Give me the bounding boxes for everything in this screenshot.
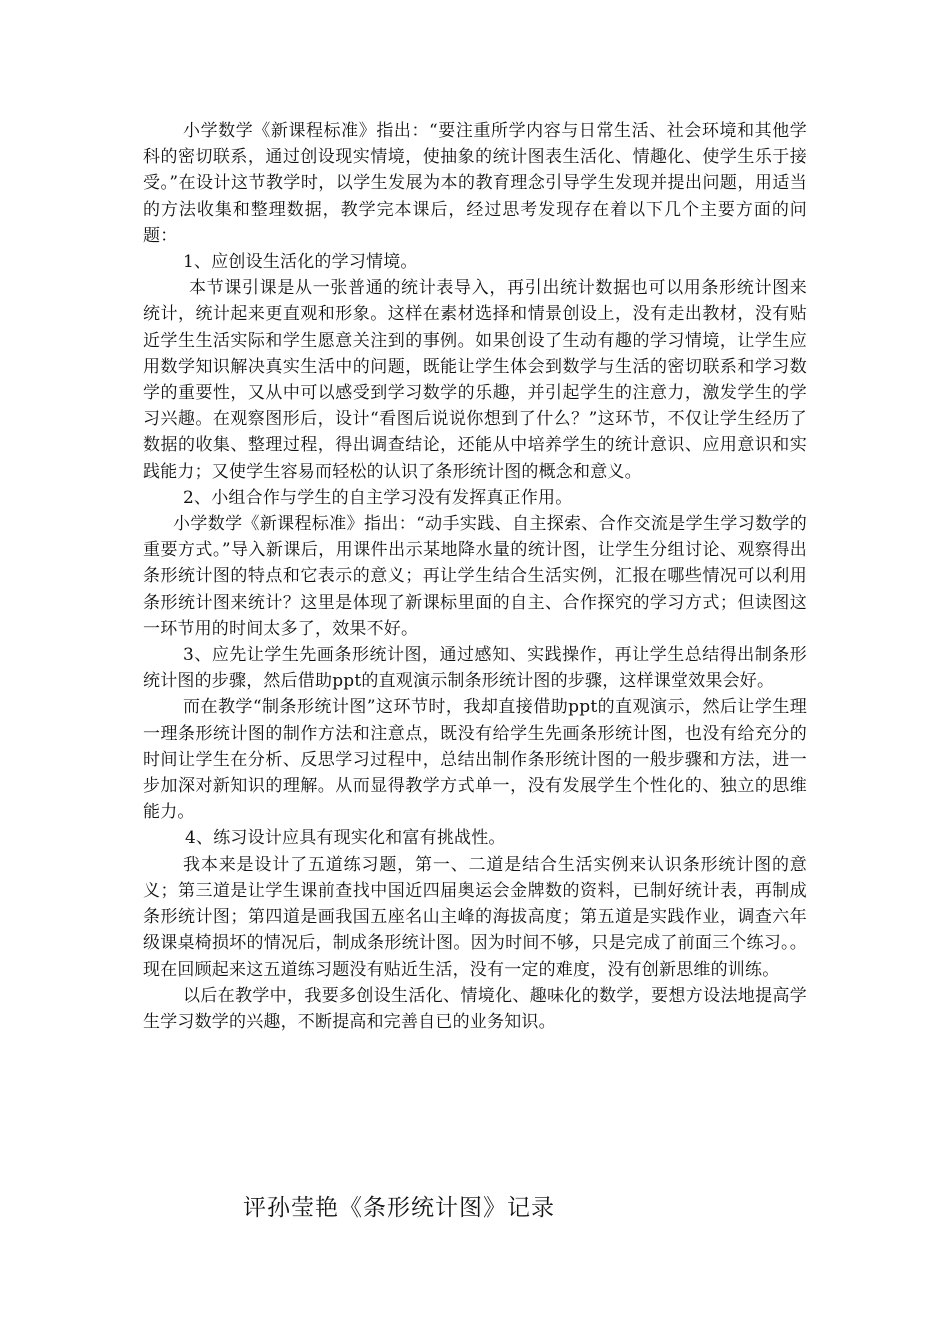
section-title: 评孙莹艳《条形统计图》记录 (243, 1195, 555, 1221)
heading-point-3: 3、应先让学生先画条形统计图，通过感知、实践操作，再让学生总结得出制条形统计图的步骤，然后借助ppt的直观演示制条形统计图的步骤，这样课堂效果会好。 (143, 645, 807, 692)
paragraph-conclusion: 以后在教学中，我要多创设生活化、情境化、趣味化的数学，要想方设法地提高学生学习数学的兴趣，不断提高和完善自已的业务知识。 (143, 985, 807, 1032)
paragraph-point-2: 小学数学《新课程标准》指出：“动手实践、自主探索、合作交流是学生学习数学的重要方式。”导入新课后，用课件出示某地降水量的统计图，让学生分组讨论、观察得出条形统计图的特点和它表示的意义；再让学生结合生活实例，汇报在哪些情况可以利用条形统计图来统计？这里是体现了新课标里面的自主、合作探究的学习方式；但读图这一环节用的时间太多了，效果不好。 (143, 514, 807, 639)
heading-point-1: 1、应创设生活化的学习情境。 (183, 252, 418, 273)
paragraph-point-3: 而在教学“制条形统计图”这环节时，我却直接借助ppt的直观演示，然后让学生理一理条形统计图的制作方法和注意点，既没有给学生先画条形统计图，也没有给充分的时间让学生在分析、反思学习过程中，总结出制作条形统计图的一般步骤和方法，进一步加深对新知识的理解。从而显得教学方式单一，没有发展学生个性化的、独立的思维能力。 (143, 697, 807, 823)
heading-point-2: 2、小组合作与学生的自主学习没有发挥真正作用。 (183, 487, 573, 508)
paragraph-point-1: 本节课引课是从一张普通的统计表导入，再引出统计数据也可以用条形统计图来统计，统计起来更直观和形象。这样在素材选择和情景创设上，没有走出教材，没有贴近学生生活实际和学生愿意关注到的事例。如果创设了生动有趣的学习情境，让学生应用数学知识解决真实生活中的问题，既能让学生体会到数学与生活的密切联系和学习数学的重要性，又从中可以感受到学习数学的乐趣，并引起学生的注意力，激发学生的学习兴趣。在观察图形后，设计“看图后说说你想到了什么？”这环节，不仅让学生经历了数据的收集、整理过程，得出调查结论，还能从中培养学生的统计意识、应用意识和实践能力；又使学生容易而轻松的认识了条形统计图的概念和意义。 (143, 278, 807, 482)
paragraph-point-4: 我本来是设计了五道练习题，第一、二道是结合生活实例来认识条形统计图的意义；第三道是让学生课前查找中国近四届奥运会金牌数的资料，已制好统计表，再制成条形统计图；第四道是画我国五座名山主峰的海拔高度；第五道是实践作业，调查六年级课桌椅损坏的情况后，制成条形统计图。因为时间不够，只是完成了前面三个练习。。现在回顾起来这五道练习题没有贴近生活，没有一定的难度，没有创新思维的训练。 (143, 854, 807, 980)
heading-point-4: 4、练习设计应具有现实化和富有挑战性。 (185, 828, 506, 849)
document-body (143, 118, 807, 1035)
paragraph-intro: 小学数学《新课程标准》指出：“要注重所学内容与日常生活、社会环境和其他学科的密切联系，通过创设现实情境，使抽象的统计图表生活化、情趣化、使学生乐于接受。”在设计这节教学时，以学生发展为本的教育理念引导学生发现并提出问题，用适当的方法收集和整理数据，教学完本课后，经过思考发现存在着以下几个主要方面的问题： (143, 121, 807, 246)
